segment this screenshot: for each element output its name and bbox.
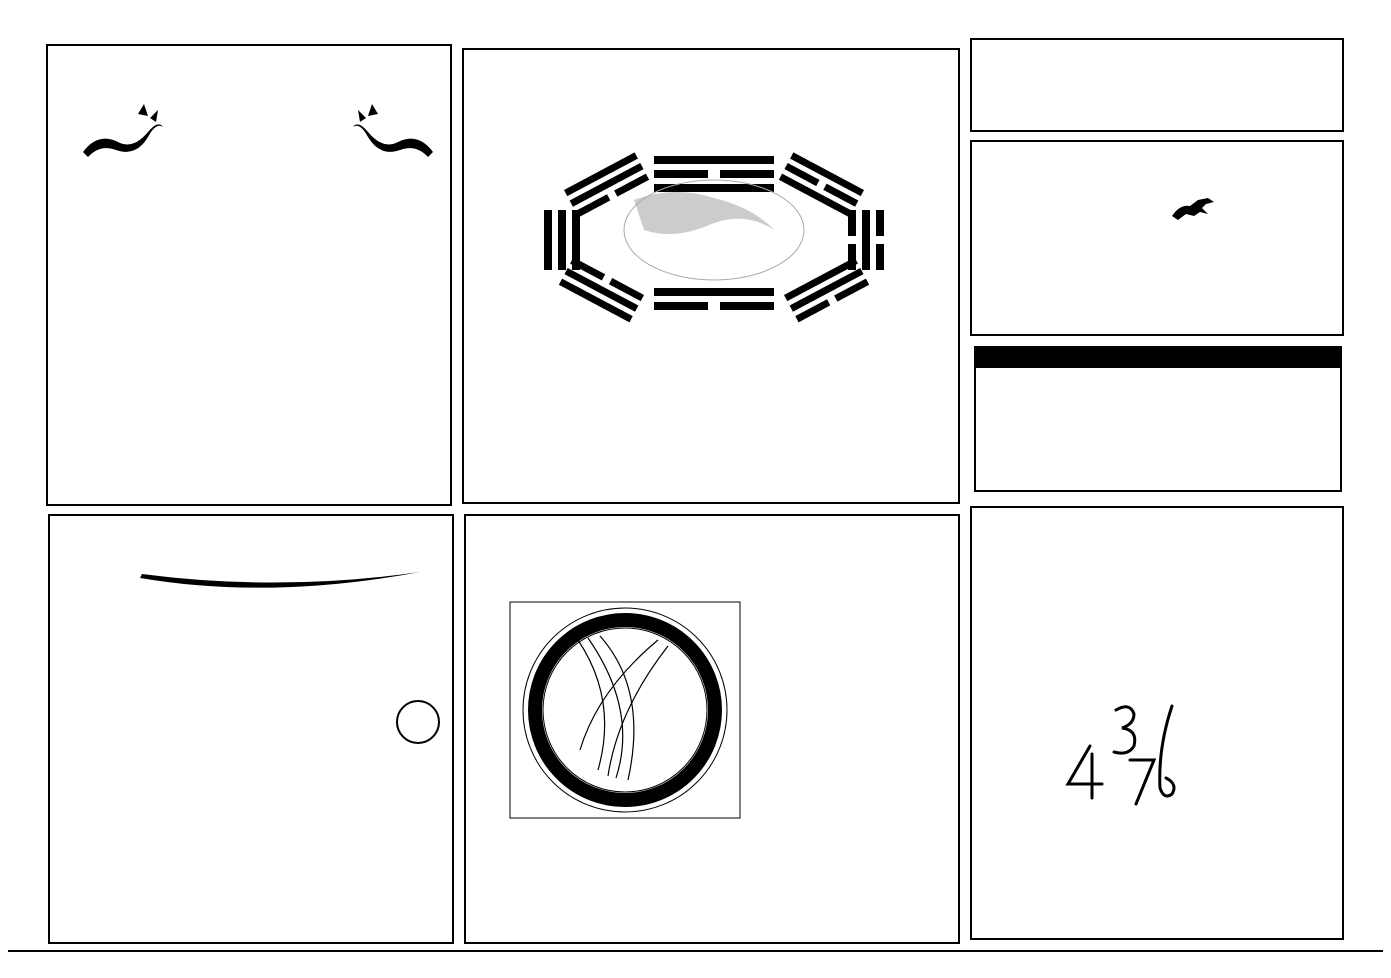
taiji-panel (462, 48, 960, 504)
right-brand-strip (1363, 34, 1389, 934)
lucky-wheel (508, 600, 742, 820)
left-brand-strip (2, 34, 28, 934)
footer-notice (8, 950, 1383, 978)
stats-header-door (980, 368, 1069, 391)
bagua-diagram (524, 130, 904, 330)
lucky-panel (970, 140, 1344, 336)
stats-title (976, 348, 1340, 368)
poem-panel (46, 44, 452, 506)
circle-number (396, 700, 440, 744)
wheel-side-text (782, 584, 934, 774)
handwritten-value (972, 508, 973, 509)
stats-header-min (1158, 368, 1247, 391)
top-brand-strip (8, 2, 1388, 32)
stats-header-offer (1247, 368, 1336, 391)
dragon-right-icon (348, 102, 438, 162)
title-swoosh (130, 530, 430, 592)
horse-icon (1168, 194, 1218, 224)
handwritten-numbers (1062, 698, 1202, 808)
wheel-panel (464, 514, 960, 944)
stats-table (980, 368, 1336, 391)
special-panel (48, 514, 454, 944)
forecast-panel (970, 38, 1344, 132)
xuankong-panel (970, 506, 1344, 940)
stats-header-max (1069, 368, 1158, 391)
stats-panel (974, 346, 1342, 492)
dragon-left-icon (78, 102, 168, 162)
